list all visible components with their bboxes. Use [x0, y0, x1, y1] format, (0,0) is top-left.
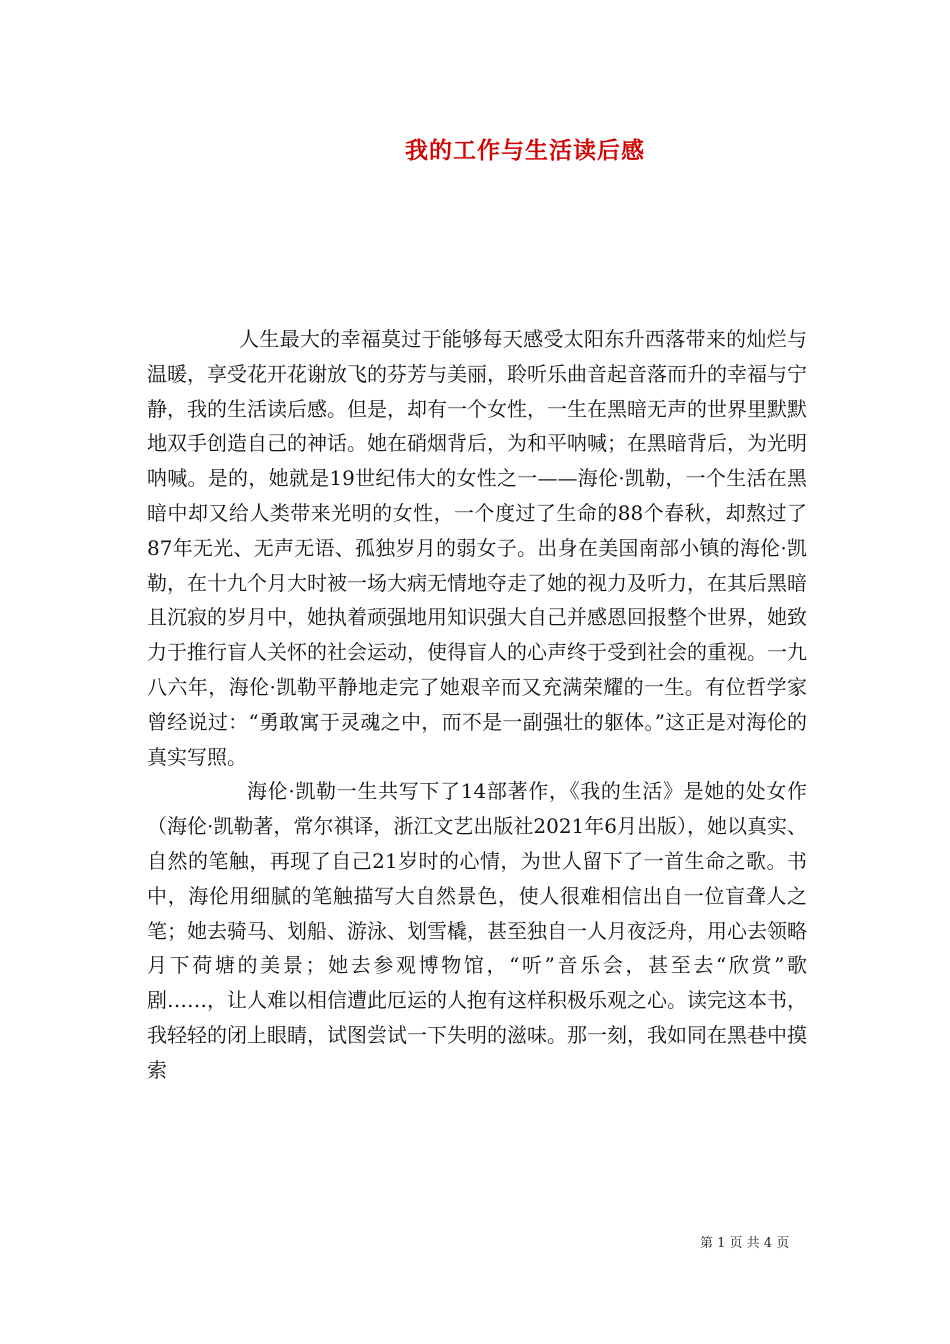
document-body: [147, 322, 807, 1088]
paragraph-1: 人生最大的幸福莫过于能够每天感受太阳东升西落带来的灿烂与温暖，享受花开花谢放飞的芬芳与美丽，聆听乐曲音起音落而升的幸福与宁静，我的生活读后感。但是，却有一个女性，一生在黑暗无声的世界里默默地双手创造自己的神话。她在硝烟背后，为和平呐喊；在黑暗背后，为光明呐喊。是的，她就是19世纪伟大的女性之一——海伦·凯勒，一个生活在黑暗中却又给人类带来光明的女性，一个度过了生命的88个春秋，却熬过了87年无光、无声无语、孤独岁月的弱女子。出身在美国南部小镇的海伦·凯勒，在十九个月大时被一场大病无情地夺走了她的视力及听力，在其后黑暗且沉寂的岁月中，她执着顽强地用知识强大自己并感恩回报整个世界，她致力于推行盲人关怀的社会运动，使得盲人的心声终于受到社会的重视。一九八六年，海伦·凯勒平静地走完了她艰辛而又充满荣耀的一生。有位哲学家曾经说过：“勇敢寓于灵魂之中，而不是一副强壮的躯体。”这正是对海伦的真实写照。: [147, 327, 807, 769]
document-title: 我的工作与生活读后感: [405, 137, 645, 164]
page-number-footer: 第 1 页 共 4 页: [700, 1236, 790, 1251]
paragraph-2: 海伦·凯勒一生共写下了14部著作，《我的生活》是她的处女作（海伦·凯勒著，常尔祺译，浙江文艺出版社2021年6月出版），她以真实、自然的笔触，再现了自己21岁时的心情，为世人留下了一首生命之歌。书中，海伦用细腻的笔触描写大自然景色，使人很难相信出自一位盲聋人之笔；她去骑马、划船、游泳、划雪橇，甚至独自一人月夜泛舟，用心去领略月下荷塘的美景；她去参观博物馆，“听”音乐会，甚至去“欣赏”歌剧……，让人难以相信遭此厄运的人抱有这样积极乐观之心。读完这本书，我轻轻的闭上眼睛，试图尝试一下失明的滋味。那一刻，我如同在黑巷中摸索: [147, 779, 807, 1082]
